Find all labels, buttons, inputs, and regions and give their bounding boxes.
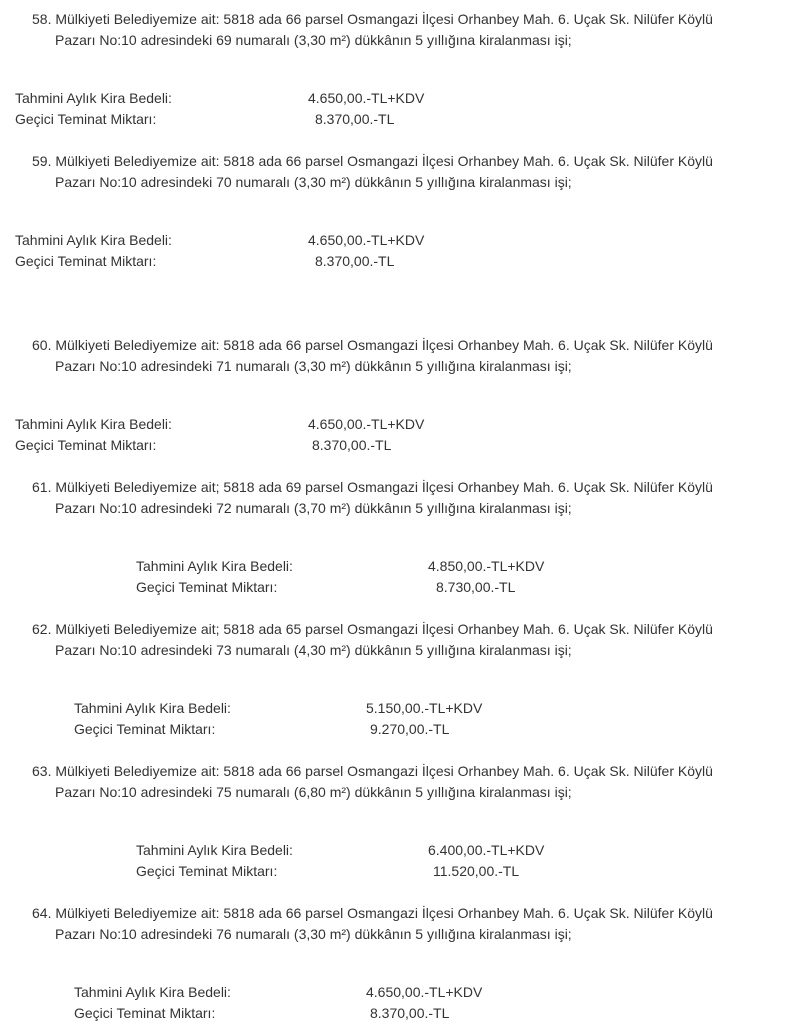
item-line1: Mülkiyeti Belediyemize ait; 5818 ada 69 parsel Osmangazi İlçesi Orhanbey Mah. 6. Uçak Sk. Nilüfer Köylü (55, 479, 713, 495)
item-line1: Mülkiyeti Belediyemize ait: 5818 ada 66 parsel Osmangazi İlçesi Orhanbey Mah. 6. Uçak Sk. Nilüfer Köylü (55, 905, 713, 921)
rent-value: 4.650,00.-TL+KDV (308, 416, 425, 432)
guarantee-value: 11.520,00.-TL (433, 863, 520, 879)
item-number: 63. (32, 763, 52, 779)
item-number: 59. (32, 153, 52, 169)
item-description (32, 903, 732, 945)
guarantee-value: 8.370,00.-TL (370, 1005, 450, 1021)
rent-value: 6.400,00.-TL+KDV (428, 842, 545, 858)
rent-label: Tahmini Aylık Kira Bedeli: (15, 232, 172, 248)
rent-label: Tahmini Aylık Kira Bedeli: (74, 984, 231, 1000)
item-description (32, 619, 732, 661)
item-line2: Pazarı No:10 adresindeki 76 numaralı (3,30 m²) dükkânın 5 yıllığına kiralanması işi; (55, 926, 572, 942)
item-line2: Pazarı No:10 adresindeki 70 numaralı (3,30 m²) dükkânın 5 yıllığına kiralanması işi; (55, 174, 572, 190)
item-line2: Pazarı No:10 adresindeki 71 numaralı (3,30 m²) dükkânın 5 yıllığına kiralanması işi; (55, 358, 572, 374)
guarantee-label: Geçici Teminat Miktarı: (136, 579, 278, 595)
item-number: 64. (32, 905, 52, 921)
guarantee-label: Geçici Teminat Miktarı: (136, 863, 278, 879)
rent-label: Tahmini Aylık Kira Bedeli: (136, 842, 293, 858)
rent-value: 4.650,00.-TL+KDV (366, 984, 483, 1000)
rent-value: 4.650,00.-TL+KDV (308, 232, 425, 248)
rent-value: 5.150,00.-TL+KDV (366, 700, 483, 716)
rent-value: 4.650,00.-TL+KDV (308, 90, 425, 106)
item-line1: Mülkiyeti Belediyemize ait: 5818 ada 66 parsel Osmangazi İlçesi Orhanbey Mah. 6. Uçak Sk. Nilüfer Köylü (55, 337, 713, 353)
item-description (32, 151, 732, 193)
item-line1: Mülkiyeti Belediyemize ait: 5818 ada 66 parsel Osmangazi İlçesi Orhanbey Mah. 6. Uçak Sk. Nilüfer Köylü (55, 11, 713, 27)
item-description (32, 335, 732, 377)
item-number: 60. (32, 337, 52, 353)
item-line1: Mülkiyeti Belediyemize ait: 5818 ada 66 parsel Osmangazi İlçesi Orhanbey Mah. 6. Uçak Sk. Nilüfer Köylü (55, 763, 713, 779)
rent-label: Tahmini Aylık Kira Bedeli: (15, 90, 172, 106)
item-line1: Mülkiyeti Belediyemize ait: 5818 ada 66 parsel Osmangazi İlçesi Orhanbey Mah. 6. Uçak Sk. Nilüfer Köylü (55, 153, 713, 169)
item-line1: Mülkiyeti Belediyemize ait; 5818 ada 65 parsel Osmangazi İlçesi Orhanbey Mah. 6. Uçak Sk. Nilüfer Köylü (55, 621, 713, 637)
guarantee-value: 9.270,00.-TL (370, 721, 450, 737)
rent-label: Tahmini Aylık Kira Bedeli: (136, 558, 293, 574)
item-line2: Pazarı No:10 adresindeki 72 numaralı (3,70 m²) dükkânın 5 yıllığına kiralanması işi; (55, 500, 572, 516)
item-number: 61. (32, 479, 52, 495)
guarantee-label: Geçici Teminat Miktarı: (74, 721, 216, 737)
item-line2: Pazarı No:10 adresindeki 73 numaralı (4,30 m²) dükkânın 5 yıllığına kiralanması işi; (55, 642, 572, 658)
item-description (32, 9, 732, 51)
guarantee-label: Geçici Teminat Miktarı: (15, 437, 157, 453)
rent-label: Tahmini Aylık Kira Bedeli: (15, 416, 172, 432)
guarantee-label: Geçici Teminat Miktarı: (15, 253, 157, 269)
guarantee-label: Geçici Teminat Miktarı: (74, 1005, 216, 1021)
item-line2: Pazarı No:10 adresindeki 75 numaralı (6,80 m²) dükkânın 5 yıllığına kiralanması işi; (55, 784, 572, 800)
item-number: 58. (32, 11, 52, 27)
item-line2: Pazarı No:10 adresindeki 69 numaralı (3,30 m²) dükkânın 5 yıllığına kiralanması işi; (55, 32, 572, 48)
rent-value: 4.850,00.-TL+KDV (428, 558, 545, 574)
guarantee-value: 8.370,00.-TL (312, 437, 392, 453)
guarantee-value: 8.370,00.-TL (315, 253, 395, 269)
item-number: 62. (32, 621, 52, 637)
guarantee-value: 8.730,00.-TL (436, 579, 516, 595)
item-description (32, 761, 732, 803)
item-description (32, 477, 732, 519)
rent-label: Tahmini Aylık Kira Bedeli: (74, 700, 231, 716)
guarantee-label: Geçici Teminat Miktarı: (15, 111, 157, 127)
guarantee-value: 8.370,00.-TL (315, 111, 395, 127)
